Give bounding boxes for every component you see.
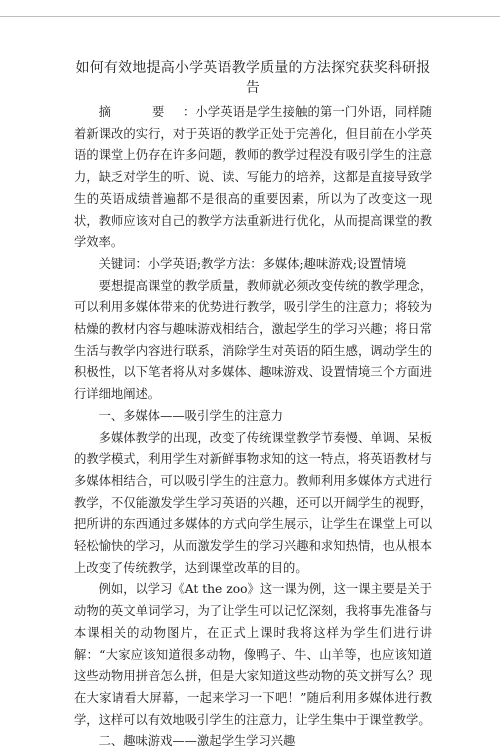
abstract-text: ：小学英语是学生接触的第一门外语，同样随着新课改的实行，对于英语的教学正处于完善化，但目前在小学英语的课堂上仍存在许多问题，教师的教学过程没有吸引学生的注意力，缺乏对学生的听、说、读、写能力的培养，这都是直接导致学生的英语成绩普遍都不是很高的重要因素，所以为了改变这一现状，教师应该对自己的教学方法重新进行优化，从而提高课堂的教学效率。 [74, 105, 432, 250]
abstract-paragraph [74, 102, 432, 254]
section-2-heading: 二、趣味游戏——激起学生学习兴趣 [98, 734, 296, 749]
section-1-paragraph-1: 多媒体教学的出现，改变了传统课堂教学节奏慢、单调、呆板的教学模式，利用学生对新鲜事物求知的这一特点，将英语教材与多媒体相结合，可以吸引学生的注意力。教师利用多媒体方式进行教学，不仅能激发学生学习英语的兴趣，还可以开阔学生的视野，把所讲的东西通过多媒体的方式向学生展示，让学生在课堂上可以轻松愉快的学习，从而激发学生的学习兴趣和求知热情，也从根本上改变了传统教学，达到课堂改革的目的。 [74, 430, 432, 575]
keywords-paragraph: 关键词：小学英语;教学方法：多媒体;趣味游戏;设置情境 [98, 256, 407, 271]
abstract-label: 摘 要 [98, 105, 183, 119]
document-title: 如何有效地提高小学英语教学质量的方法探究获奖科研报告 [75, 60, 431, 96]
section-1-paragraph-2: 例如，以学习《At the zoo》这一课为例，这一课主要是关于动物的英文单词学习，为了让学生可以记忆深刻，我将事先准备与本课相关的动物图片，在正式上课时我将这样为学生们进行讲解：“大家应该知道很多动物，像鸭子、牛、山羊等，也应该知道这些动物用拼音怎么拼，但是大家知道这些动物的英文拼写么？现在大家请看大屏幕，一起来学习一下吧！”随后利用多媒体进行教学，这样可以有效地吸引学生的注意力，让学生集中于课堂教学。 [74, 582, 432, 727]
section-1-heading: 一、多媒体——吸引学生的注意力 [98, 408, 284, 423]
page-top-rule [0, 16, 500, 17]
intro-paragraph: 要想提高课堂的教学质量，教师就必须改变传统的教学理念，可以利用多媒体带来的优势进行教学，吸引学生的注意力；将较为枯燥的教材内容与趣味游戏相结合，激起学生的学习兴趣；将日常生活与教学内容进行联系，消除学生对英语的陌生感，调动学生的积极性，以下笔者将从对多媒体、趣味游戏、设置情境三个方面进行详细地阐述。 [74, 278, 432, 402]
document-page [74, 58, 432, 753]
